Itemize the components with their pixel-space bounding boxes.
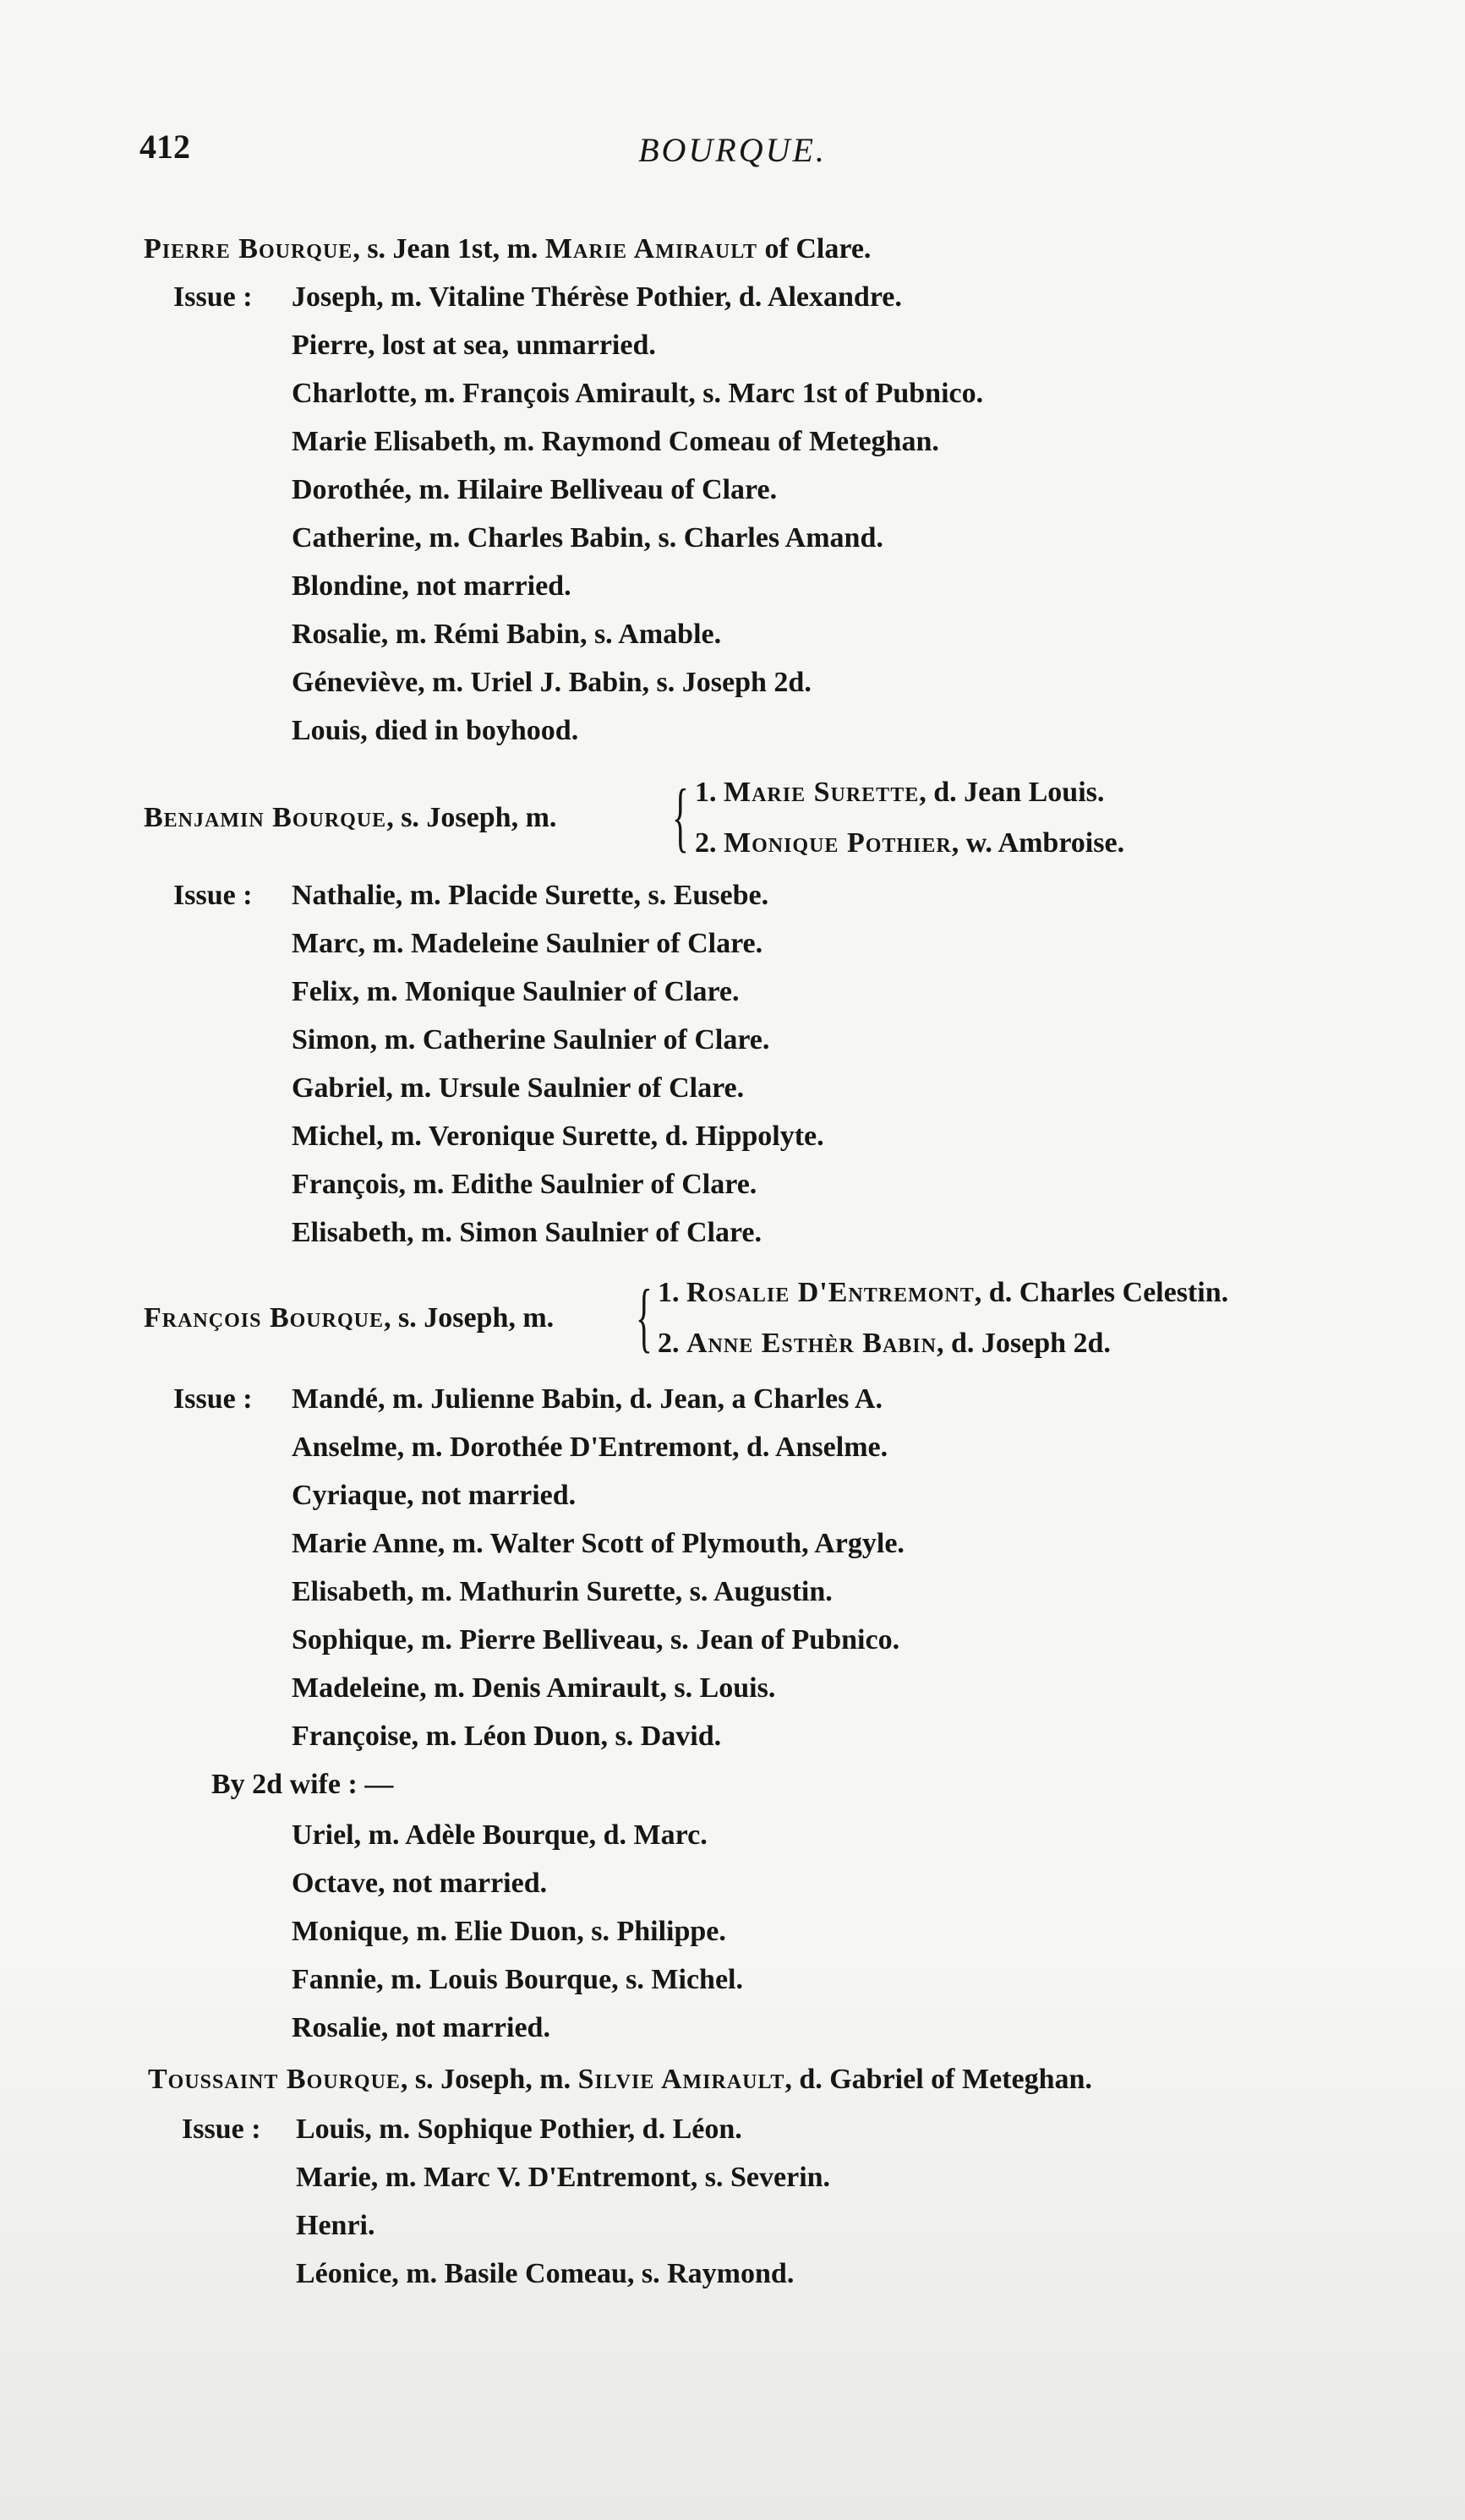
benjamin-spouse-1: [695, 776, 1104, 810]
pierre-spouse: Marie Amirault: [544, 233, 758, 265]
spouse-name: Monique Pothier: [724, 827, 952, 859]
toussaint-name: Toussaint Bourque: [148, 2064, 401, 2095]
list-item: Madeleine, m. Denis Amirault, s. Louis.: [292, 1672, 776, 1704]
list-item: Françoise, m. Léon Duon, s. David.: [292, 1721, 722, 1752]
benjamin-name: Benjamin Bourque: [144, 802, 387, 833]
benjamin-spouse-2: [695, 826, 1124, 860]
list-item: Marie, m. Marc V. D'Entremont, s. Severin.: [296, 2162, 831, 2193]
toussaint-heading: [148, 2063, 1092, 2097]
list-item: Anselme, m. Dorothée D'Entremont, d. Anselme.: [292, 1432, 888, 1463]
francois-parentage: , s. Joseph, m.: [383, 1302, 555, 1334]
francois-name: François Bourque: [144, 1302, 384, 1334]
pierre-parentage: , s. Jean 1st, m.: [353, 233, 545, 265]
list-item: Rosalie, not married.: [292, 2012, 550, 2043]
list-item: Mandé, m. Julienne Babin, d. Jean, a Charles A.: [292, 1383, 883, 1415]
pierre-parentage-post: of Clare.: [757, 233, 872, 265]
list-item: Marie Anne, m. Walter Scott of Plymouth, Argyle.: [292, 1528, 905, 1559]
list-item: Elisabeth, m. Simon Saulnier of Clare.: [292, 1217, 763, 1248]
list-item: Géneviève, m. Uriel J. Babin, s. Joseph 2d.: [292, 667, 812, 698]
francois-issue-label: Issue :: [173, 1383, 253, 1415]
spouse-name: Anne Esthèr Babin: [686, 1328, 937, 1359]
list-item: Louis, m. Sophique Pothier, d. Léon.: [296, 2114, 742, 2145]
list-item: Henri.: [296, 2210, 375, 2241]
list-item: Catherine, m. Charles Babin, s. Charles Amand.: [292, 522, 883, 554]
toussaint-parentage: , s. Joseph, m.: [400, 2064, 578, 2095]
list-item: Charlotte, m. François Amirault, s. Marc 1st of Pubnico.: [292, 378, 984, 409]
list-item: Cyriaque, not married.: [292, 1480, 577, 1511]
brace: {: [636, 1274, 653, 1360]
benjamin-issue-label: Issue :: [173, 880, 253, 911]
francois-spouse-2: [658, 1327, 1111, 1361]
list-item: Felix, m. Monique Saulnier of Clare.: [292, 976, 740, 1007]
francois-heading: [144, 1301, 554, 1335]
list-item: Gabriel, m. Ursule Saulnier of Clare.: [292, 1072, 745, 1104]
spouse-note: , w. Ambroise.: [951, 827, 1125, 859]
toussaint-parentage-post: , d. Gabriel of Meteghan.: [784, 2064, 1092, 2095]
brace: {: [672, 773, 689, 859]
list-item: Monique, m. Elie Duon, s. Philippe.: [292, 1916, 726, 1947]
list-item: Marie Elisabeth, m. Raymond Comeau of Meteghan.: [292, 426, 939, 457]
benjamin-parentage: , s. Joseph, m.: [386, 802, 557, 833]
pierre-heading: [144, 232, 871, 266]
running-title: BOURQUE.: [638, 131, 827, 169]
list-item: Nathalie, m. Placide Surette, s. Eusebe.: [292, 880, 769, 911]
spouse-number: 2.: [695, 827, 717, 859]
list-item: Pierre, lost at sea, unmarried.: [292, 330, 656, 361]
toussaint-issue-label: Issue :: [182, 2114, 261, 2145]
list-item: Sophique, m. Pierre Belliveau, s. Jean of Pubnico.: [292, 1624, 900, 1655]
list-item: Fannie, m. Louis Bourque, s. Michel.: [292, 1964, 743, 1995]
second-wife-label: By 2d wife : —: [211, 1769, 394, 1800]
list-item: Marc, m. Madeleine Saulnier of Clare.: [292, 928, 763, 959]
list-item: Léonice, m. Basile Comeau, s. Raymond.: [296, 2258, 795, 2289]
list-item: Michel, m. Veronique Surette, d. Hippolyte.: [292, 1121, 824, 1152]
list-item: Rosalie, m. Rémi Babin, s. Amable.: [292, 619, 722, 650]
list-item: François, m. Edithe Saulnier of Clare.: [292, 1169, 757, 1200]
list-item: Dorothée, m. Hilaire Belliveau of Clare.: [292, 474, 778, 505]
page-shading: [0, 1944, 1465, 2520]
spouse-name: Rosalie D'Entremont: [686, 1277, 975, 1308]
spouse-name: Marie Surette: [724, 777, 920, 808]
pierre-name: Pierre Bourque: [144, 233, 353, 265]
list-item: Blondine, not married.: [292, 570, 571, 602]
spouse-number: 1.: [695, 777, 717, 808]
toussaint-spouse: Silvie Amirault: [577, 2064, 785, 2095]
list-item: Uriel, m. Adèle Bourque, d. Marc.: [292, 1819, 708, 1851]
list-item: Octave, not married.: [292, 1868, 548, 1899]
spouse-number: 1.: [658, 1277, 680, 1308]
list-item: Elisabeth, m. Mathurin Surette, s. Augustin.: [292, 1576, 833, 1607]
list-item: Joseph, m. Vitaline Thérèse Pothier, d. Alexandre.: [292, 281, 902, 313]
spouse-note: , d. Jean Louis.: [919, 777, 1105, 808]
spouse-note: , d. Joseph 2d.: [936, 1328, 1111, 1359]
francois-spouse-1: [658, 1276, 1228, 1310]
list-item: Simon, m. Catherine Saulnier of Clare.: [292, 1024, 770, 1055]
pierre-issue-label: Issue :: [173, 281, 253, 313]
spouse-number: 2.: [658, 1328, 680, 1359]
benjamin-heading: [144, 801, 556, 835]
page-number: 412: [139, 128, 190, 166]
spouse-note: , d. Charles Celestin.: [974, 1277, 1229, 1308]
list-item: Louis, died in boyhood.: [292, 715, 579, 746]
